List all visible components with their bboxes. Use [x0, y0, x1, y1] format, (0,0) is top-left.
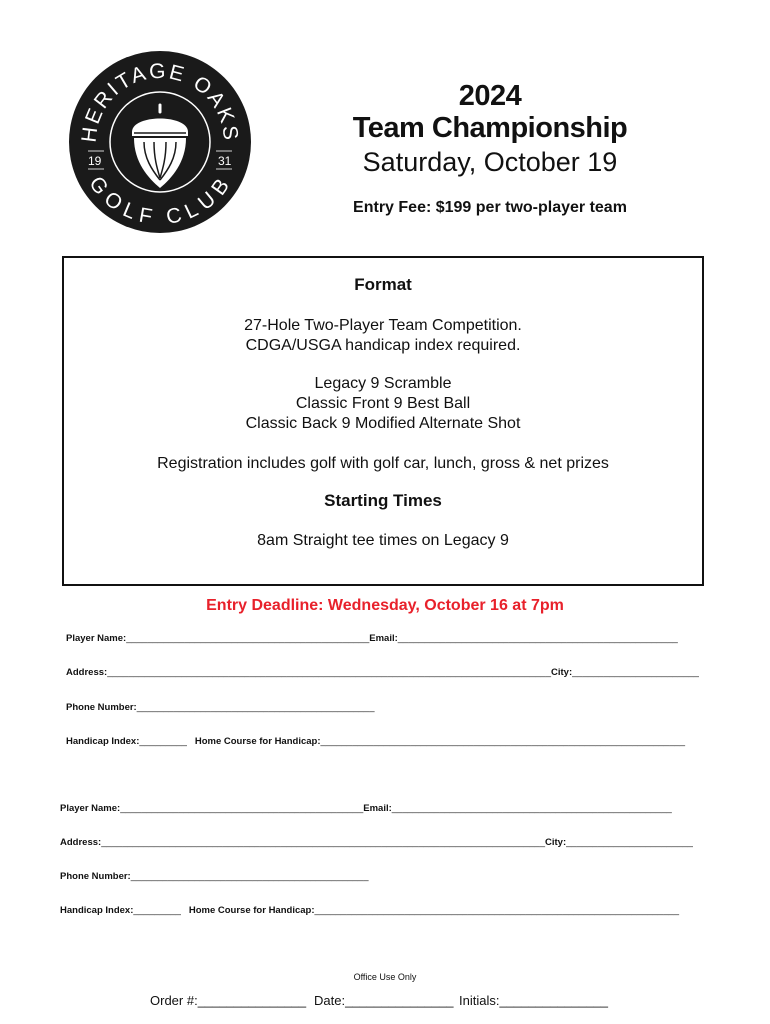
logo-year-left: 19 — [88, 154, 102, 168]
player1-phone-line[interactable]: Phone Number:_____________________________________________ — [66, 702, 375, 713]
format-line-1: 27-Hole Two-Player Team Competition. — [244, 317, 522, 334]
player1-handicap-label: Handicap Index: — [66, 736, 140, 747]
player1-email-label: Email: — [369, 633, 398, 644]
entry-deadline: Entry Deadline: Wednesday, October 16 at 7pm — [206, 597, 564, 614]
player1-phone-label: Phone Number: — [66, 702, 137, 713]
player2-city-label: City: — [545, 837, 567, 848]
event-title: Team Championship — [352, 112, 628, 144]
format-registration: Registration includes golf with golf car, lunch, gross & net prizes — [157, 455, 609, 472]
player1-city-label: City: — [551, 667, 573, 678]
player2-phone-line[interactable]: Phone Number:_____________________________________________ — [60, 871, 369, 882]
heritage-oaks-logo — [68, 50, 252, 234]
player2-address-line[interactable]: Address:____________________________________________________________________________________City:________________________ — [60, 837, 693, 848]
starting-times-heading: Starting Times — [324, 491, 442, 510]
office-use-label: Office Use Only — [353, 972, 417, 982]
player2-email-label: Email: — [363, 803, 392, 814]
entry-fee: Entry Fee: $199 per two-player team — [353, 199, 627, 216]
initials-label: Initials: — [459, 993, 500, 1008]
player1-course-label: Home Course for Handicap: — [194, 736, 321, 747]
player2-handicap-label: Handicap Index: — [60, 905, 134, 916]
player2-address-label: Address: — [60, 837, 102, 848]
player2-name-line[interactable]: Player Name:______________________________________________Email:_____________________________________________________ — [60, 803, 672, 814]
player2-handicap-line[interactable]: Handicap Index:_________ Home Course for Handicap:_____________________________________________________________________ — [60, 905, 680, 916]
date-label: Date: — [314, 993, 346, 1008]
format-box — [62, 256, 704, 586]
logo-top-text: HERITAGE OAKS — [77, 59, 243, 144]
player2-name-label: Player Name: — [60, 803, 121, 814]
order-label: Order #: — [150, 993, 198, 1008]
format-line-2: CDGA/USGA handicap index required. — [245, 337, 521, 354]
player1-handicap-line[interactable]: Handicap Index:_________ Home Course for Handicap:_____________________________________________________________________ — [66, 736, 686, 747]
player1-address-line[interactable]: Address:____________________________________________________________________________________City:________________________ — [66, 667, 699, 678]
logo-year-right: 31 — [218, 154, 232, 168]
date-field[interactable]: Date:_______________ — [314, 993, 454, 1008]
logo-bottom-text: GOLF CLUB — [83, 172, 237, 230]
player1-name-label: Player Name: — [66, 633, 127, 644]
event-date: Saturday, October 19 — [362, 147, 618, 177]
initials-field[interactable]: Initials:_______________ — [459, 993, 608, 1008]
format-round-2: Classic Front 9 Best Ball — [295, 395, 471, 412]
event-year: 2024 — [458, 80, 522, 112]
starting-times-text: 8am Straight tee times on Legacy 9 — [257, 532, 509, 549]
player2-phone-label: Phone Number: — [60, 871, 131, 882]
format-heading: Format — [354, 275, 412, 294]
order-number-field[interactable]: Order #:_______________ — [150, 993, 307, 1008]
player2-course-label: Home Course for Handicap: — [188, 905, 315, 916]
player1-address-label: Address: — [66, 667, 108, 678]
format-round-1: Legacy 9 Scramble — [314, 375, 452, 392]
player1-name-line[interactable]: Player Name:______________________________________________Email:_____________________________________________________ — [66, 633, 678, 644]
format-round-3: Classic Back 9 Modified Alternate Shot — [245, 415, 521, 432]
